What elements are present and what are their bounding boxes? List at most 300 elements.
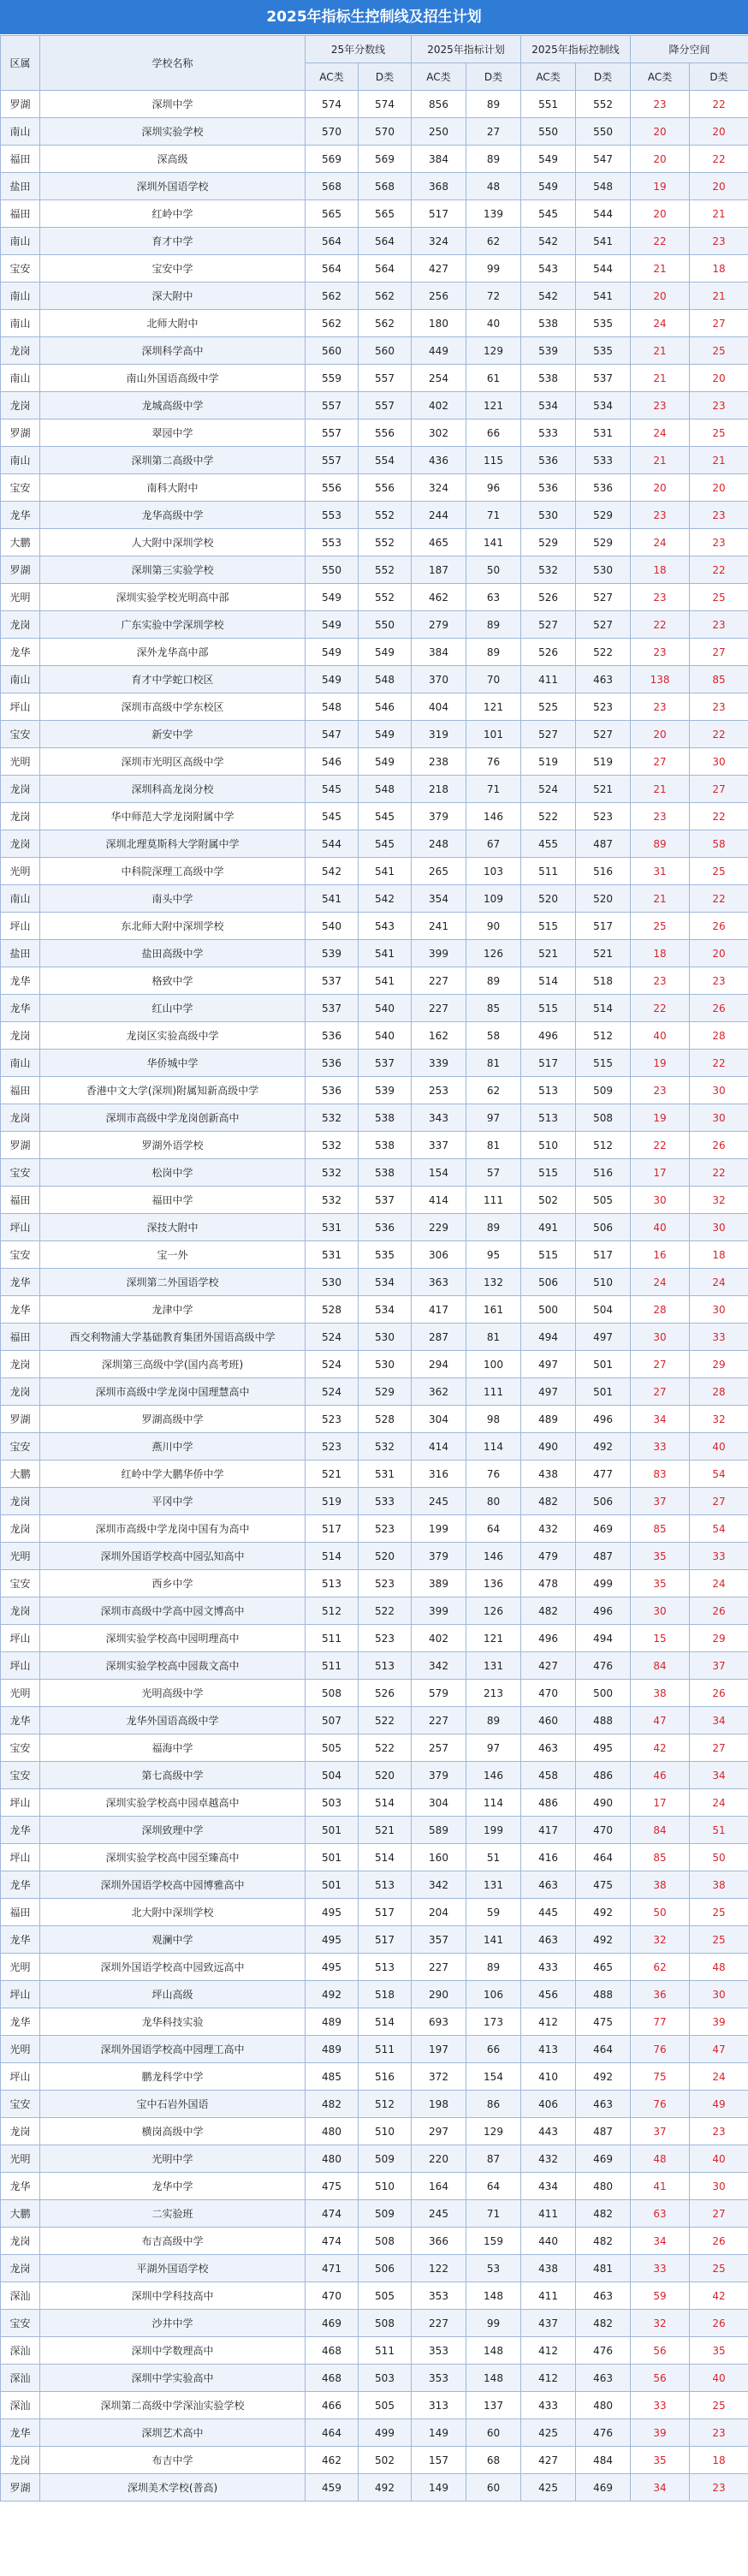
school-cell: 龙华中学 [40, 2173, 306, 2200]
control-d-cell: 501 [576, 1351, 631, 1378]
district-cell: 深汕 [1, 2337, 40, 2365]
score-d-cell: 510 [359, 2118, 412, 2145]
score-d-cell: 556 [359, 419, 412, 447]
space-d-cell: 28 [690, 1378, 748, 1406]
control-d-cell: 487 [576, 830, 631, 858]
school-cell: 光明中学 [40, 2145, 306, 2173]
space-d-cell: 18 [690, 2447, 748, 2474]
plan-d-cell: 173 [466, 2008, 521, 2036]
score-ac-cell: 553 [306, 502, 359, 529]
plan-d-cell: 96 [466, 474, 521, 502]
control-ac-cell: 443 [521, 2118, 576, 2145]
space-ac-cell: 37 [631, 2118, 690, 2145]
table-row [1, 118, 748, 146]
score-d-cell: 541 [359, 940, 412, 967]
score-ac-cell: 503 [306, 1789, 359, 1817]
score-d-cell: 541 [359, 858, 412, 885]
space-d-cell: 23 [690, 611, 748, 639]
score-ac-cell: 466 [306, 2392, 359, 2419]
space-ac-cell: 85 [631, 1515, 690, 1543]
space-ac-cell: 19 [631, 1050, 690, 1077]
space-d-cell: 54 [690, 1461, 748, 1488]
plan-ac-cell: 227 [412, 967, 466, 995]
control-d-cell: 536 [576, 474, 631, 502]
control-d-cell: 535 [576, 337, 631, 365]
district-cell: 坪山 [1, 693, 40, 721]
score-d-cell: 517 [359, 1899, 412, 1926]
space-d-cell: 22 [690, 556, 748, 584]
school-cell: 深圳中学数理高中 [40, 2337, 306, 2365]
control-ac-cell: 500 [521, 1296, 576, 1324]
school-cell: 龙岗区实验高级中学 [40, 1022, 306, 1050]
plan-ac-cell: 372 [412, 2063, 466, 2091]
score-ac-cell: 492 [306, 1981, 359, 2008]
control-ac-cell: 494 [521, 1324, 576, 1351]
plan-d-cell: 81 [466, 1050, 521, 1077]
district-cell: 龙岗 [1, 1597, 40, 1625]
plan-d-cell: 62 [466, 228, 521, 255]
score-d-cell: 570 [359, 118, 412, 146]
district-cell: 光明 [1, 1543, 40, 1570]
header-space: 降分空间 [631, 36, 748, 63]
control-d-cell: 463 [576, 2282, 631, 2310]
plan-ac-cell: 436 [412, 447, 466, 474]
score-d-cell: 492 [359, 2474, 412, 2502]
table-row [1, 1899, 748, 1926]
space-ac-cell: 20 [631, 474, 690, 502]
school-cell: 深圳市高级中学龙岗中国理慧高中 [40, 1378, 306, 1406]
space-ac-cell: 20 [631, 721, 690, 748]
plan-d-cell: 199 [466, 1817, 521, 1844]
score-d-cell: 536 [359, 1214, 412, 1241]
space-d-cell: 20 [690, 940, 748, 967]
table-row [1, 474, 748, 502]
district-cell: 罗湖 [1, 1406, 40, 1433]
control-ac-cell: 433 [521, 2392, 576, 2419]
score-ac-cell: 521 [306, 1461, 359, 1488]
school-cell: 深圳艺术高中 [40, 2419, 306, 2447]
score-ac-cell: 536 [306, 1050, 359, 1077]
control-d-cell: 469 [576, 1515, 631, 1543]
score-d-cell: 510 [359, 2173, 412, 2200]
district-cell: 宝安 [1, 1241, 40, 1269]
plan-ac-cell: 250 [412, 118, 466, 146]
table-row [1, 1104, 748, 1132]
district-cell: 罗湖 [1, 556, 40, 584]
score-ac-cell: 541 [306, 885, 359, 913]
table-row [1, 2091, 748, 2118]
plan-ac-cell: 389 [412, 1570, 466, 1597]
space-ac-cell: 27 [631, 748, 690, 776]
school-cell: 布吉高级中学 [40, 2228, 306, 2255]
score-d-cell: 529 [359, 1378, 412, 1406]
space-ac-cell: 35 [631, 1570, 690, 1597]
plan-ac-cell: 162 [412, 1022, 466, 1050]
district-cell: 大鹏 [1, 529, 40, 556]
score-ac-cell: 530 [306, 1269, 359, 1296]
school-cell: 深圳市高级中学龙岗创新高中 [40, 1104, 306, 1132]
space-d-cell: 23 [690, 392, 748, 419]
score-d-cell: 537 [359, 1050, 412, 1077]
score-d-cell: 556 [359, 474, 412, 502]
score-d-cell: 514 [359, 1789, 412, 1817]
table-row [1, 1132, 748, 1159]
header-score-d: D类 [359, 63, 412, 91]
space-ac-cell: 56 [631, 2365, 690, 2392]
plan-d-cell: 85 [466, 995, 521, 1022]
plan-ac-cell: 160 [412, 1844, 466, 1871]
score-ac-cell: 511 [306, 1625, 359, 1652]
space-d-cell: 40 [690, 1433, 748, 1461]
table-row [1, 2310, 748, 2337]
table-row [1, 1625, 748, 1652]
control-d-cell: 475 [576, 2008, 631, 2036]
space-ac-cell: 24 [631, 1269, 690, 1296]
score-d-cell: 509 [359, 2200, 412, 2228]
score-ac-cell: 549 [306, 584, 359, 611]
control-ac-cell: 543 [521, 255, 576, 283]
space-ac-cell: 34 [631, 2228, 690, 2255]
plan-d-cell: 53 [466, 2255, 521, 2282]
space-ac-cell: 47 [631, 1707, 690, 1734]
school-cell: 深圳第三实验学校 [40, 556, 306, 584]
score-ac-cell: 556 [306, 474, 359, 502]
table-row [1, 1050, 748, 1077]
score-ac-cell: 539 [306, 940, 359, 967]
score-ac-cell: 542 [306, 858, 359, 885]
table-row [1, 1406, 748, 1433]
plan-d-cell: 89 [466, 639, 521, 666]
plan-d-cell: 62 [466, 1077, 521, 1104]
score-ac-cell: 537 [306, 967, 359, 995]
space-d-cell: 25 [690, 584, 748, 611]
plan-d-cell: 146 [466, 1543, 521, 1570]
plan-ac-cell: 218 [412, 776, 466, 803]
score-d-cell: 523 [359, 1570, 412, 1597]
district-cell: 福田 [1, 146, 40, 173]
district-cell: 坪山 [1, 1981, 40, 2008]
school-cell: 深外龙华高中部 [40, 639, 306, 666]
space-d-cell: 30 [690, 748, 748, 776]
plan-d-cell: 71 [466, 502, 521, 529]
table-row [1, 1734, 748, 1762]
space-ac-cell: 39 [631, 2419, 690, 2447]
plan-d-cell: 213 [466, 1680, 521, 1707]
control-d-cell: 506 [576, 1214, 631, 1241]
table-row [1, 2200, 748, 2228]
score-d-cell: 532 [359, 1433, 412, 1461]
plan-d-cell: 87 [466, 2145, 521, 2173]
score-ac-cell: 569 [306, 146, 359, 173]
control-ac-cell: 524 [521, 776, 576, 803]
space-d-cell: 25 [690, 2255, 748, 2282]
score-ac-cell: 513 [306, 1570, 359, 1597]
space-ac-cell: 24 [631, 529, 690, 556]
plan-ac-cell: 384 [412, 146, 466, 173]
school-cell: 北大附中深圳学校 [40, 1899, 306, 1926]
district-cell: 南山 [1, 283, 40, 310]
plan-ac-cell: 362 [412, 1378, 466, 1406]
header-control: 2025年指标控制线 [521, 36, 631, 63]
district-cell: 大鹏 [1, 1461, 40, 1488]
space-ac-cell: 42 [631, 1734, 690, 1762]
plan-d-cell: 121 [466, 1625, 521, 1652]
control-ac-cell: 522 [521, 803, 576, 830]
table-row [1, 2036, 748, 2063]
score-ac-cell: 557 [306, 392, 359, 419]
plan-ac-cell: 404 [412, 693, 466, 721]
plan-ac-cell: 297 [412, 2118, 466, 2145]
district-cell: 龙华 [1, 1817, 40, 1844]
score-ac-cell: 464 [306, 2419, 359, 2447]
space-ac-cell: 35 [631, 2447, 690, 2474]
plan-d-cell: 76 [466, 748, 521, 776]
district-cell: 光明 [1, 748, 40, 776]
space-d-cell: 37 [690, 1652, 748, 1680]
school-cell: 松岗中学 [40, 1159, 306, 1187]
space-d-cell: 24 [690, 2063, 748, 2091]
school-cell: 深圳外国语学校高中园理工高中 [40, 2036, 306, 2063]
table-row [1, 2145, 748, 2173]
plan-ac-cell: 856 [412, 91, 466, 118]
score-ac-cell: 475 [306, 2173, 359, 2200]
district-cell: 南山 [1, 666, 40, 693]
score-ac-cell: 564 [306, 228, 359, 255]
school-cell: 深圳市高级中学龙岗中国有为高中 [40, 1515, 306, 1543]
space-ac-cell: 35 [631, 1543, 690, 1570]
score-d-cell: 557 [359, 392, 412, 419]
space-d-cell: 26 [690, 2310, 748, 2337]
table-row [1, 365, 748, 392]
table-row [1, 1871, 748, 1899]
control-d-cell: 506 [576, 1488, 631, 1515]
space-d-cell: 26 [690, 1680, 748, 1707]
plan-ac-cell: 384 [412, 639, 466, 666]
control-ac-cell: 515 [521, 1159, 576, 1187]
control-d-cell: 501 [576, 1378, 631, 1406]
control-d-cell: 492 [576, 1433, 631, 1461]
space-d-cell: 27 [690, 776, 748, 803]
score-ac-cell: 545 [306, 776, 359, 803]
score-d-cell: 502 [359, 2447, 412, 2474]
plan-d-cell: 103 [466, 858, 521, 885]
space-d-cell: 26 [690, 1597, 748, 1625]
space-d-cell: 21 [690, 447, 748, 474]
table-row [1, 1077, 748, 1104]
district-cell: 福田 [1, 1899, 40, 1926]
plan-d-cell: 121 [466, 392, 521, 419]
space-ac-cell: 63 [631, 2200, 690, 2228]
plan-d-cell: 109 [466, 885, 521, 913]
district-cell: 南山 [1, 118, 40, 146]
space-ac-cell: 19 [631, 1104, 690, 1132]
control-ac-cell: 536 [521, 474, 576, 502]
score-ac-cell: 523 [306, 1406, 359, 1433]
space-ac-cell: 30 [631, 1597, 690, 1625]
plan-ac-cell: 342 [412, 1652, 466, 1680]
district-cell: 龙岗 [1, 392, 40, 419]
district-cell: 罗湖 [1, 2474, 40, 2502]
space-ac-cell: 18 [631, 940, 690, 967]
space-d-cell: 24 [690, 1570, 748, 1597]
score-ac-cell: 532 [306, 1132, 359, 1159]
control-ac-cell: 412 [521, 2008, 576, 2036]
school-cell: 育才中学蛇口校区 [40, 666, 306, 693]
school-cell: 深圳外国语学校高中园弘知高中 [40, 1543, 306, 1570]
space-d-cell: 30 [690, 1981, 748, 2008]
plan-ac-cell: 342 [412, 1871, 466, 1899]
plan-d-cell: 50 [466, 556, 521, 584]
table-row [1, 1570, 748, 1597]
plan-d-cell: 71 [466, 776, 521, 803]
score-ac-cell: 507 [306, 1707, 359, 1734]
school-cell: 龙城高级中学 [40, 392, 306, 419]
space-ac-cell: 62 [631, 1954, 690, 1981]
plan-ac-cell: 462 [412, 584, 466, 611]
district-cell: 龙岗 [1, 2228, 40, 2255]
space-d-cell: 22 [690, 803, 748, 830]
table-row [1, 885, 748, 913]
score-d-cell: 538 [359, 1159, 412, 1187]
table-row [1, 995, 748, 1022]
control-d-cell: 509 [576, 1077, 631, 1104]
plan-d-cell: 89 [466, 1214, 521, 1241]
table-row [1, 228, 748, 255]
plan-d-cell: 99 [466, 255, 521, 283]
table-row [1, 1597, 748, 1625]
plan-ac-cell: 227 [412, 1707, 466, 1734]
plan-d-cell: 60 [466, 2474, 521, 2502]
control-d-cell: 492 [576, 1926, 631, 1954]
score-ac-cell: 511 [306, 1652, 359, 1680]
control-ac-cell: 515 [521, 1241, 576, 1269]
table-row [1, 1324, 748, 1351]
score-d-cell: 508 [359, 2310, 412, 2337]
table-row [1, 502, 748, 529]
plan-d-cell: 81 [466, 1132, 521, 1159]
control-ac-cell: 410 [521, 2063, 576, 2091]
score-d-cell: 505 [359, 2282, 412, 2310]
control-d-cell: 512 [576, 1132, 631, 1159]
control-ac-cell: 519 [521, 748, 576, 776]
score-ac-cell: 549 [306, 639, 359, 666]
control-ac-cell: 437 [521, 2310, 576, 2337]
control-d-cell: 537 [576, 365, 631, 392]
school-cell: 深圳第二高级中学深汕实验学校 [40, 2392, 306, 2419]
plan-d-cell: 146 [466, 1762, 521, 1789]
space-ac-cell: 23 [631, 392, 690, 419]
space-d-cell: 34 [690, 1762, 748, 1789]
score-ac-cell: 495 [306, 1926, 359, 1954]
plan-d-cell: 60 [466, 2419, 521, 2447]
control-ac-cell: 525 [521, 693, 576, 721]
district-cell: 光明 [1, 584, 40, 611]
score-d-cell: 565 [359, 200, 412, 228]
space-ac-cell: 15 [631, 1625, 690, 1652]
plan-ac-cell: 227 [412, 2310, 466, 2337]
plan-ac-cell: 465 [412, 529, 466, 556]
space-ac-cell: 48 [631, 2145, 690, 2173]
plan-d-cell: 111 [466, 1187, 521, 1214]
school-cell: 深圳实验学校高中园明理高中 [40, 1625, 306, 1652]
district-cell: 坪山 [1, 1214, 40, 1241]
space-d-cell: 58 [690, 830, 748, 858]
score-ac-cell: 524 [306, 1324, 359, 1351]
table-row [1, 1488, 748, 1515]
score-d-cell: 552 [359, 556, 412, 584]
control-d-cell: 464 [576, 2036, 631, 2063]
district-cell: 坪山 [1, 1652, 40, 1680]
space-ac-cell: 21 [631, 447, 690, 474]
school-cell: 宝一外 [40, 1241, 306, 1269]
district-cell: 龙岗 [1, 1104, 40, 1132]
control-d-cell: 492 [576, 1899, 631, 1926]
score-ac-cell: 505 [306, 1734, 359, 1762]
plan-d-cell: 61 [466, 365, 521, 392]
school-cell: 深圳北理莫斯科大学附属中学 [40, 830, 306, 858]
score-d-cell: 549 [359, 639, 412, 666]
control-ac-cell: 496 [521, 1022, 576, 1050]
plan-ac-cell: 343 [412, 1104, 466, 1132]
district-cell: 龙岗 [1, 2447, 40, 2474]
school-cell: 鹏龙科学中学 [40, 2063, 306, 2091]
table-row [1, 1981, 748, 2008]
space-ac-cell: 46 [631, 1762, 690, 1789]
space-d-cell: 25 [690, 858, 748, 885]
plan-ac-cell: 324 [412, 228, 466, 255]
space-ac-cell: 38 [631, 1680, 690, 1707]
space-d-cell: 54 [690, 1515, 748, 1543]
control-ac-cell: 551 [521, 91, 576, 118]
space-d-cell: 38 [690, 1871, 748, 1899]
control-ac-cell: 482 [521, 1488, 576, 1515]
plan-d-cell: 121 [466, 693, 521, 721]
space-ac-cell: 75 [631, 2063, 690, 2091]
space-ac-cell: 30 [631, 1187, 690, 1214]
control-ac-cell: 425 [521, 2474, 576, 2502]
score-d-cell: 569 [359, 146, 412, 173]
table-row [1, 173, 748, 200]
space-ac-cell: 21 [631, 365, 690, 392]
control-ac-cell: 534 [521, 392, 576, 419]
plan-ac-cell: 427 [412, 255, 466, 283]
control-d-cell: 475 [576, 1871, 631, 1899]
district-cell: 宝安 [1, 721, 40, 748]
score-ac-cell: 565 [306, 200, 359, 228]
header-score25: 25年分数线 [306, 36, 412, 63]
header-district: 区属 [1, 36, 40, 91]
control-ac-cell: 539 [521, 337, 576, 365]
plan-d-cell: 136 [466, 1570, 521, 1597]
score-ac-cell: 545 [306, 803, 359, 830]
space-ac-cell: 20 [631, 146, 690, 173]
plan-d-cell: 68 [466, 2447, 521, 2474]
score-d-cell: 523 [359, 1515, 412, 1543]
control-ac-cell: 510 [521, 1132, 576, 1159]
space-d-cell: 22 [690, 1050, 748, 1077]
control-ac-cell: 412 [521, 2337, 576, 2365]
district-cell: 光明 [1, 858, 40, 885]
school-cell: 南头中学 [40, 885, 306, 913]
school-cell: 红岭中学 [40, 200, 306, 228]
table-row [1, 1433, 748, 1461]
control-d-cell: 492 [576, 2063, 631, 2091]
header-score-ac: AC类 [306, 63, 359, 91]
plan-ac-cell: 180 [412, 310, 466, 337]
score-ac-cell: 469 [306, 2310, 359, 2337]
plan-d-cell: 67 [466, 830, 521, 858]
school-cell: 新安中学 [40, 721, 306, 748]
